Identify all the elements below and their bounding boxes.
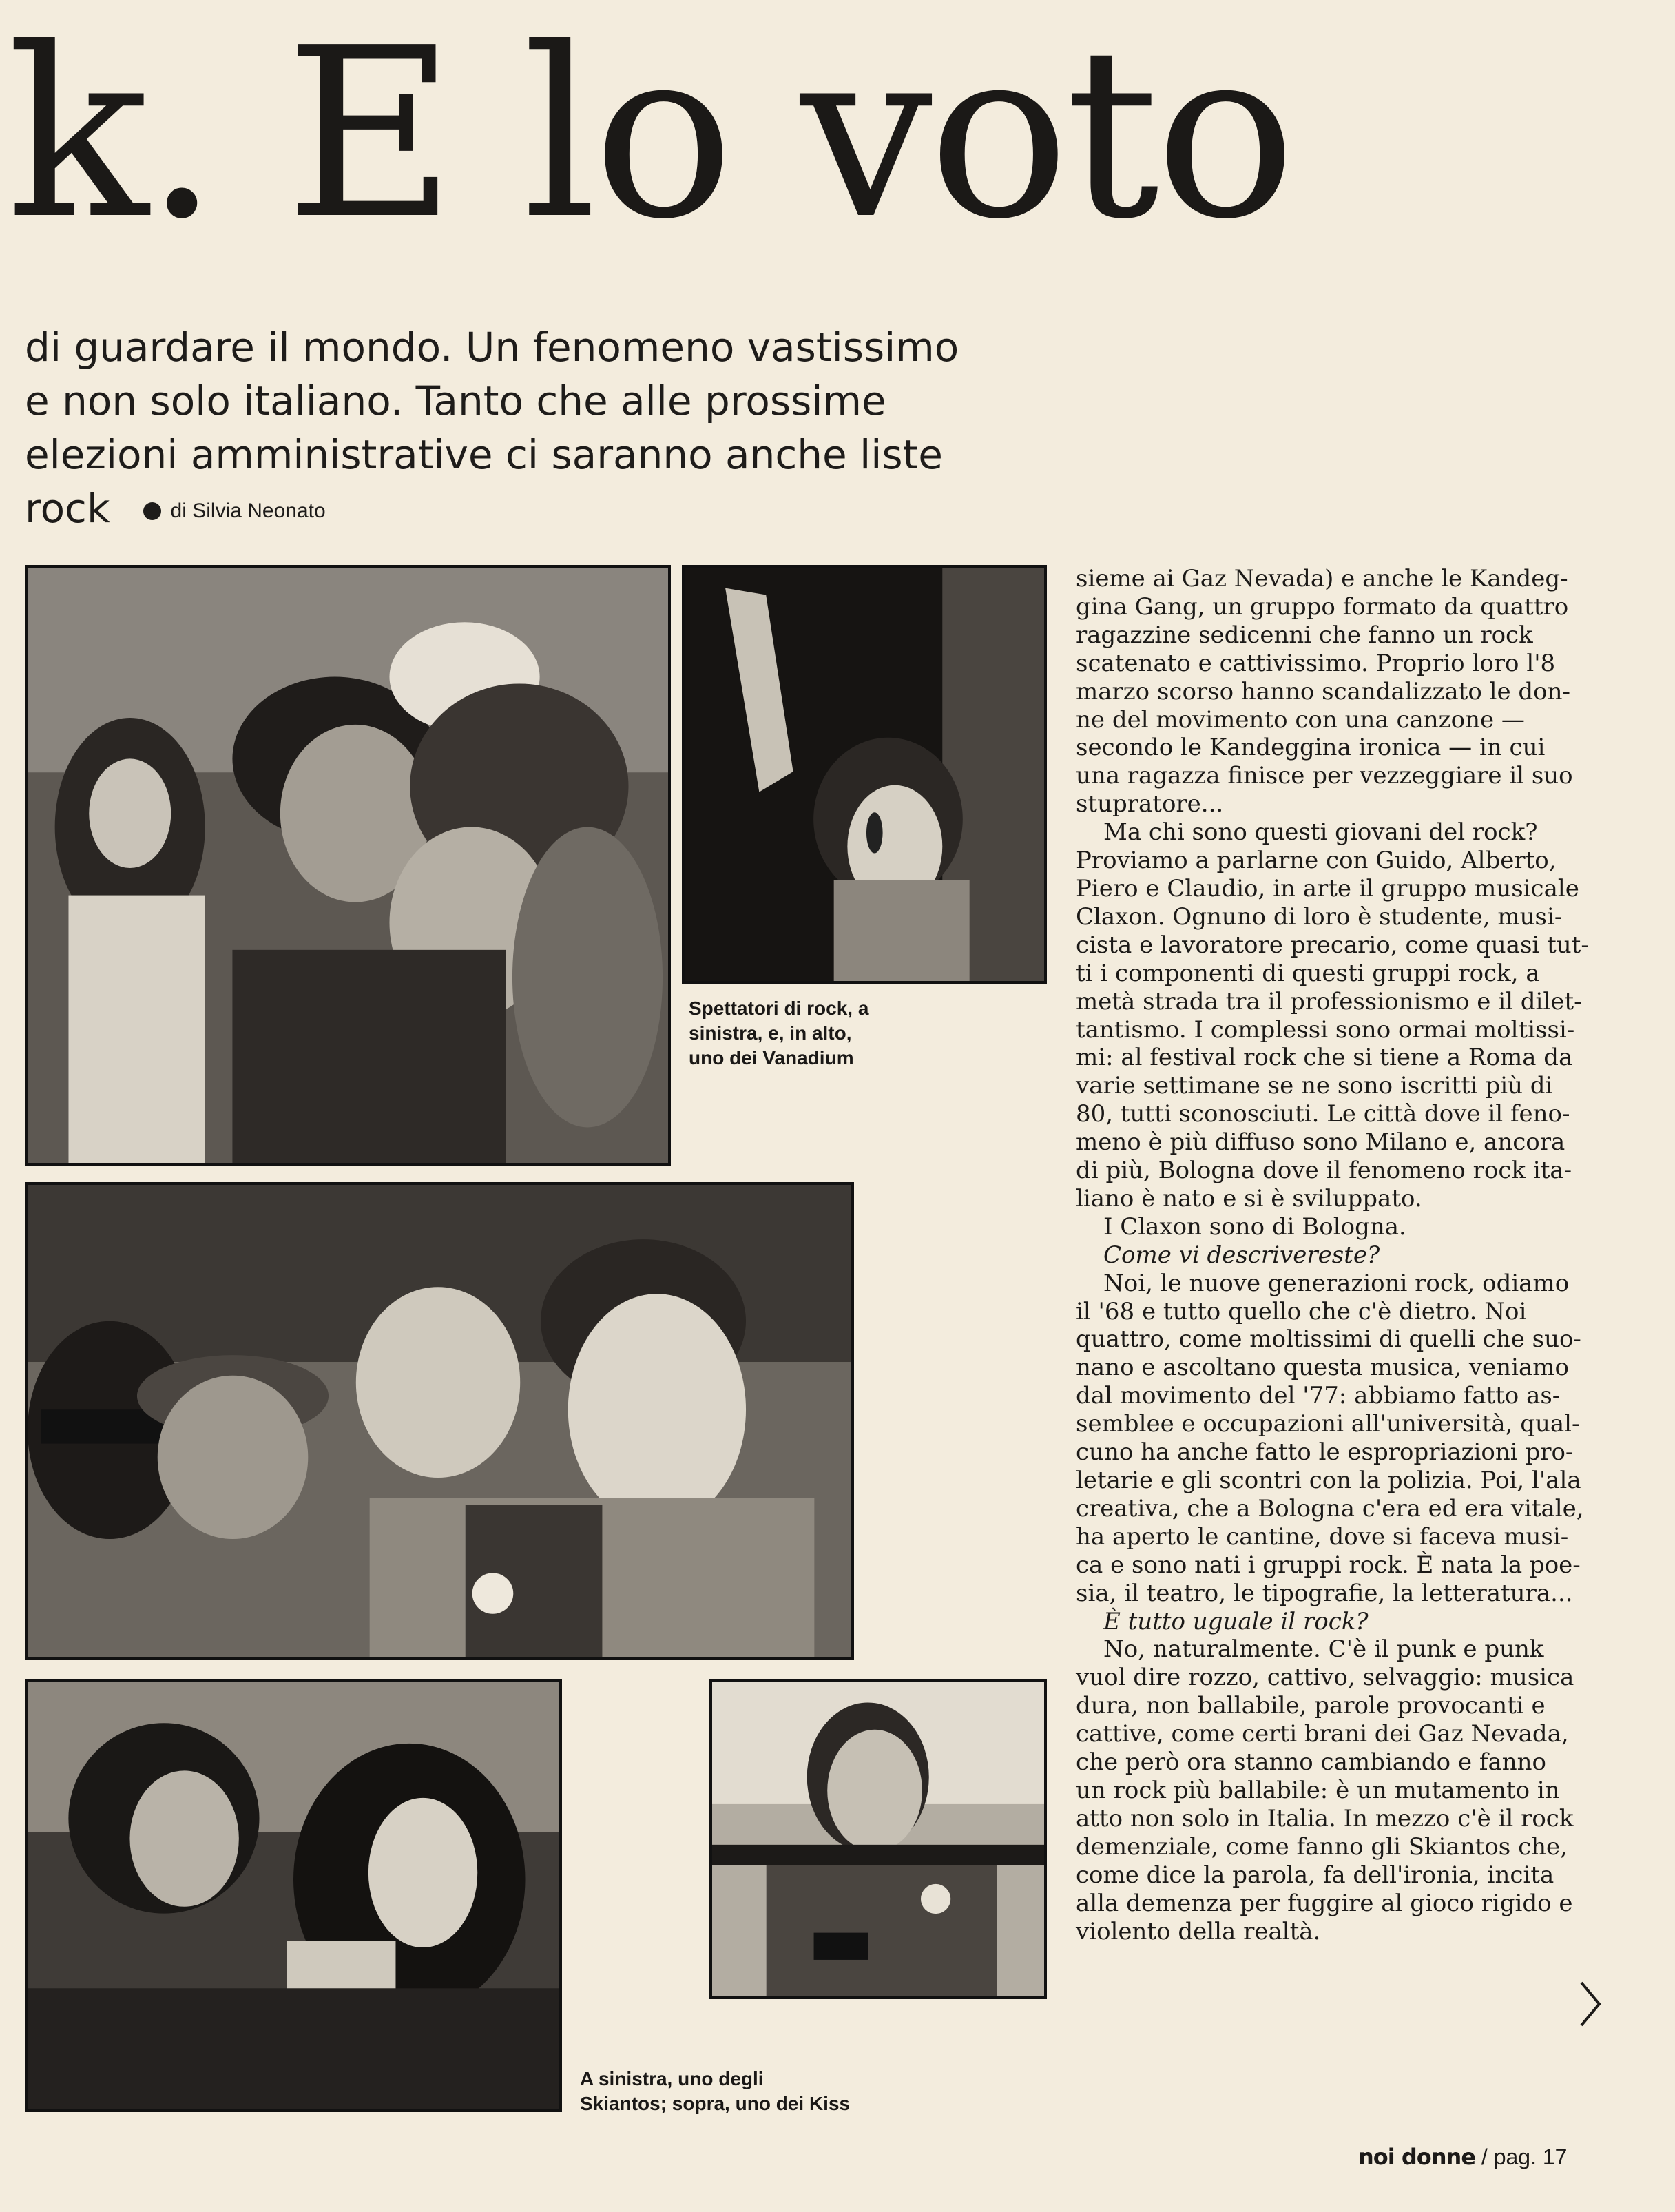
interview-question: Come vi descrivereste? — [1103, 1241, 1380, 1269]
body-line: come dice la parola, fa dell'ironia, incita — [1076, 1861, 1554, 1889]
photo-kiss-member — [709, 1679, 1047, 1999]
body-line: che però ora stanno cambiando e fanno — [1076, 1748, 1546, 1777]
deck-line: rock — [25, 485, 110, 532]
body-line: ne del movimento con una canzone — — [1076, 705, 1525, 734]
body-line: cattive, come certi brani dei Gaz Nevada, — [1076, 1720, 1569, 1748]
continue-arrow-icon — [1579, 1980, 1602, 2028]
body-line: Noi, le nuove generazioni rock, odiamo — [1103, 1269, 1570, 1297]
folio-separator: / — [1481, 2144, 1488, 2169]
body-line: cista e lavoratore precario, come quasi tut- — [1076, 931, 1589, 959]
body-line: gina Gang, un gruppo formato da quattro — [1076, 592, 1569, 621]
body-line: dura, non ballabile, parole provocanti e — [1076, 1692, 1546, 1720]
deck — [25, 320, 1023, 538]
deck-line: di guardare il mondo. Un fenomeno vastissimo — [25, 324, 959, 371]
headline: k. E lo voto — [7, 0, 1293, 271]
photo-skiantos — [25, 1679, 562, 2112]
deck-line: elezioni amministrative ci saranno anche liste — [25, 431, 943, 478]
body-line: una ragazza finisce per vezzeggiare il suo — [1076, 762, 1573, 790]
body-line: metà strada tra il professionismo e il dilet- — [1076, 987, 1582, 1015]
byline: di Silvia Neonato — [170, 499, 326, 522]
body-line: liano è nato e si è sviluppato. — [1076, 1184, 1422, 1212]
body-line: nano e ascoltano questa musica, veniamo — [1076, 1354, 1569, 1382]
body-line: il '68 e tutto quello che c'è dietro. Noi — [1076, 1297, 1527, 1325]
photo-spectators — [25, 565, 671, 1166]
caption-line: uno dei Vanadium — [689, 1047, 854, 1068]
body-line: varie settimane se ne sono iscritti più di — [1076, 1072, 1553, 1100]
body-line: letarie e gli scontri con la polizia. Poi, l'ala — [1076, 1467, 1581, 1494]
article-body — [1076, 565, 1589, 1945]
body-line: meno è più diffuso sono Milano e, ancora — [1076, 1128, 1565, 1157]
body-line: di più, Bologna dove il fenomeno rock ita- — [1076, 1157, 1572, 1185]
body-line: ha aperto le cantine, dove si faceva musi- — [1076, 1522, 1569, 1551]
body-line: cuno ha anche fatto le espropriazioni pro- — [1076, 1438, 1574, 1467]
magazine-name: noi donne — [1358, 2144, 1476, 2170]
bullet-icon — [143, 502, 161, 520]
body-line: semblee e occupazioni all'università, qual- — [1076, 1410, 1580, 1438]
body-line: sia, il teatro, le tipografie, la letteratura... — [1076, 1579, 1573, 1607]
body-line: scatenato e cattivissimo. Proprio loro l'8 — [1076, 649, 1556, 677]
body-line: creativa, che a Bologna c'era ed era vitale, — [1076, 1494, 1584, 1522]
body-line: vuol dire rozzo, cattivo, selvaggio: musica — [1076, 1664, 1574, 1692]
caption-spectators — [689, 996, 868, 1071]
body-line: quattro, come moltissimi di quelli che suo- — [1076, 1325, 1581, 1354]
body-line: stupratore... — [1076, 790, 1224, 818]
photo-vanadium-singer — [682, 565, 1047, 984]
body-line: ragazzine sedicenni che fanno un rock — [1076, 621, 1533, 649]
body-line: ca e sono nati i gruppi rock. È nata la poe- — [1076, 1551, 1581, 1579]
body-line: atto non solo in Italia. In mezzo c'è il rock — [1076, 1804, 1574, 1832]
body-line: Ma chi sono questi giovani del rock? — [1103, 818, 1538, 847]
body-line: I Claxon sono di Bologna. — [1103, 1212, 1406, 1241]
body-line: un rock più ballabile: è un mutamento in — [1076, 1776, 1560, 1804]
body-line: alla demenza per fuggire al gioco rigido e — [1076, 1889, 1573, 1917]
body-line: Piero e Claudio, in arte il gruppo musicale — [1076, 874, 1579, 902]
body-line: mi: al festival rock che si tiene a Roma da — [1076, 1044, 1573, 1072]
body-line: tantismo. I complessi sono ormai moltissi- — [1076, 1015, 1575, 1044]
body-line: demenziale, come fanno gli Skiantos che, — [1076, 1832, 1568, 1861]
page-number: pag. 17 — [1493, 2144, 1568, 2169]
caption-line: Spettatori di rock, a — [689, 998, 869, 1019]
caption-line: A sinistra, uno degli — [580, 2068, 764, 2089]
body-line: sieme ai Gaz Nevada) e anche le Kandeg- — [1076, 565, 1568, 592]
interview-question: È tutto uguale il rock? — [1103, 1607, 1369, 1635]
body-line: marzo scorso hanno scandalizzato le don- — [1076, 677, 1571, 705]
body-line: 80, tutti sconosciuti. Le città dove il feno- — [1076, 1100, 1570, 1128]
deck-last-line — [25, 482, 1023, 538]
body-line: dal movimento del '77: abbiamo fatto as- — [1076, 1382, 1561, 1410]
photo-young-men — [25, 1182, 854, 1660]
body-line: Claxon. Ognuno di loro è studente, musi- — [1076, 902, 1563, 931]
body-line: No, naturalmente. C'è il punk e punk — [1103, 1635, 1544, 1664]
page-footer — [1358, 2144, 1567, 2170]
caption-skiantos-kiss — [580, 2067, 850, 2116]
caption-line: Skiantos; sopra, uno dei Kiss — [580, 2093, 851, 2114]
body-line: ti i componenti di questi gruppi rock, a — [1076, 959, 1540, 987]
deck-line: e non solo italiano. Tanto che alle prossime — [25, 378, 886, 424]
body-line: secondo le Kandeggina ironica — in cui — [1076, 734, 1546, 762]
caption-line: sinistra, e, in alto, — [689, 1022, 852, 1044]
body-line: Proviamo a parlarne con Guido, Alberto, — [1076, 847, 1557, 875]
body-line: violento della realtà. — [1076, 1917, 1321, 1945]
